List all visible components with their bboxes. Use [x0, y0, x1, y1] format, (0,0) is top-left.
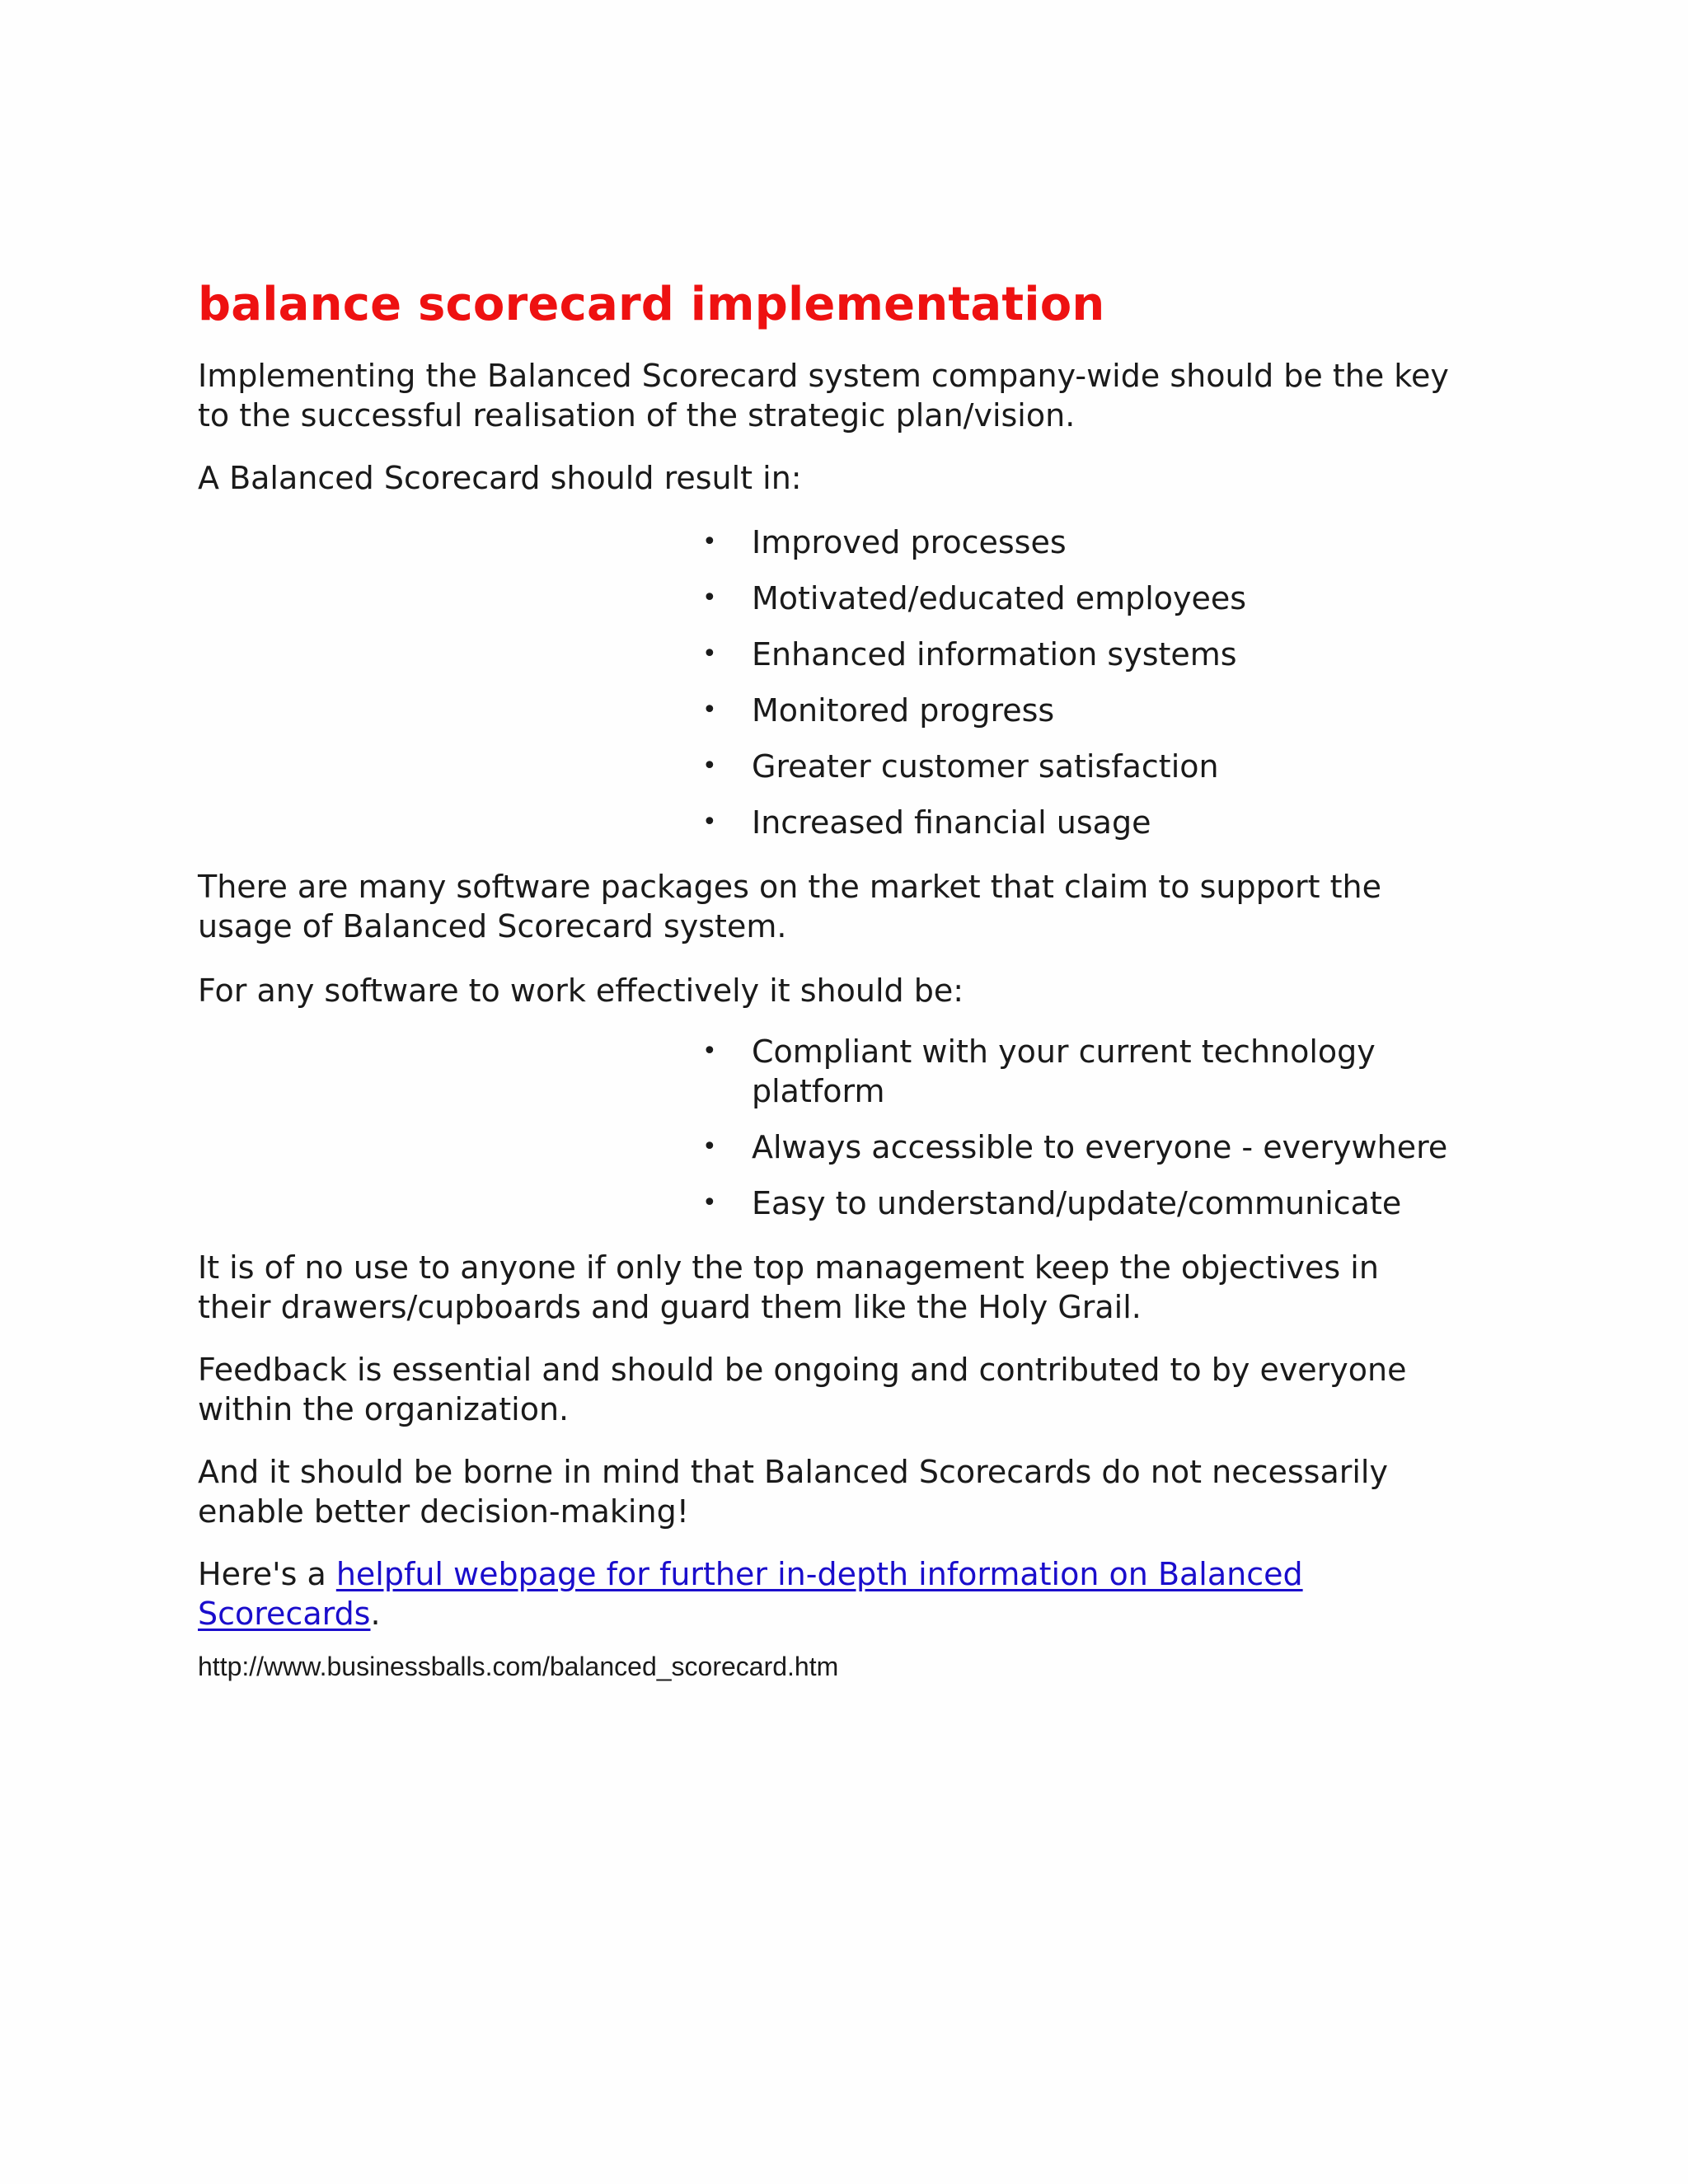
source-url: http://www.businessballs.com/balanced_scorecard.htm	[198, 1652, 839, 1681]
results-list	[198, 523, 1484, 842]
intro-paragraph: Implementing the Balanced Scorecard system company-wide should be the key to the successful realisation of the strategic plan/vision.	[198, 358, 1449, 434]
further-info-link[interactable]: helpful webpage for further in-depth information on Balanced Scorecards	[198, 1556, 1303, 1632]
bullet-icon: •	[702, 1037, 717, 1066]
further-info-line	[198, 1554, 1484, 1633]
software-requirements-list	[198, 1032, 1484, 1223]
results-lead: A Balanced Scorecard should result in:	[198, 460, 802, 496]
list-item: • Always accessible to everyone - everywhere	[702, 1129, 1448, 1165]
bullet-icon: •	[702, 1188, 717, 1217]
page-title: balance scorecard implementation	[198, 278, 1105, 331]
document-page	[198, 272, 1484, 1685]
link-prefix: Here's a	[198, 1556, 336, 1592]
list-item: • Improved processes	[702, 524, 1067, 560]
list-item: • Increased financial usage	[702, 804, 1151, 841]
list-item: • Enhanced information systems	[702, 636, 1237, 673]
bullet-icon: •	[702, 527, 717, 556]
decision-paragraph: And it should be borne in mind that Balanced Scorecards do not necessarily enable better decision-making!	[198, 1454, 1388, 1530]
bullet-icon: •	[702, 752, 717, 780]
bullet-icon: •	[702, 696, 717, 724]
list-item: • Easy to understand/update/communicate	[702, 1185, 1402, 1221]
list-item: • Greater customer satisfaction	[702, 748, 1219, 785]
bullet-icon: •	[702, 583, 717, 612]
bullet-icon: •	[702, 808, 717, 837]
management-paragraph: It is of no use to anyone if only the top management keep the objectives in their drawers/cupboards and guard them like the Holy Grail.	[198, 1249, 1379, 1325]
list-item: • Compliant with your current technology platform	[702, 1033, 1376, 1109]
bullet-icon: •	[702, 640, 717, 668]
list-item: • Monitored progress	[702, 692, 1055, 729]
list-item: • Motivated/educated employees	[702, 580, 1247, 616]
software-lead: For any software to work effectively it should be:	[198, 972, 964, 1009]
link-suffix: .	[370, 1596, 381, 1632]
feedback-paragraph: Feedback is essential and should be ongoing and contributed to by everyone within the organization.	[198, 1352, 1407, 1427]
bullet-icon: •	[702, 1132, 717, 1161]
software-paragraph: There are many software packages on the market that claim to support the usage of Balanced Scorecard system.	[198, 869, 1381, 944]
